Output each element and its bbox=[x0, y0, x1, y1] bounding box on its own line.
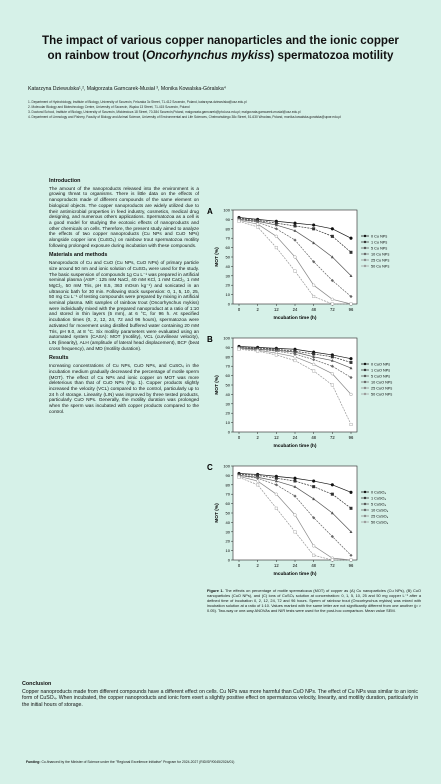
affiliation-item: 4. Department of Limnology and Fishery, Faculty of Biology and Animal Science, University of Environmental and Life Sciences, Chełmońskiego 38c Street, 51-630 Wrocław, Poland, monika.kowalska-goralska@upwr.edu.pl bbox=[28, 115, 341, 119]
x-tick-label: 12 bbox=[273, 563, 279, 568]
y-tick-label: 70 bbox=[225, 235, 230, 241]
data-point bbox=[350, 559, 353, 562]
y-tick-label: 90 bbox=[225, 472, 230, 478]
data-point bbox=[350, 303, 353, 306]
data-point bbox=[294, 359, 297, 362]
funding-text: Co-financed by the Minister of Science under the "Regional Excellence Initiative" Program for 2024-2027 (RID/SP/0045/2024/01) bbox=[40, 760, 235, 764]
x-tick-label: 72 bbox=[329, 563, 335, 568]
data-point bbox=[312, 284, 315, 287]
legend-label: 10 CuO NPs bbox=[371, 380, 393, 385]
legend-label: 50 CuO NPs bbox=[371, 392, 393, 397]
x-tick-label: 2 bbox=[256, 307, 259, 312]
introduction-text: The amount of the nanoproducts released into the environment is a growing threat to organisms. There is little data on the effects of nanoproducts made of different compounds of the same element on biological objects. The copper nanoproducts are widely utilized due to their antimicrobial properties in feed industry, cosmetics, medical drug designing, and numerous others applications. Spermatozoa as a cell is a good model for studying the ecotoxic effects of nanoproducts and other chemicals on cells. Therefore, the present study aimed to analyze the effects of two copper nanoproducts (Cu NPs and CuO NPs) alongside copper ions (CuSO₄) on rainbow trout spermatozoa motility following prolonged exposure during incubation with these compounds. bbox=[49, 185, 199, 248]
figure-area bbox=[207, 176, 421, 646]
data-point bbox=[312, 228, 315, 231]
data-point bbox=[294, 513, 297, 516]
y-axis-label: MOT (%) bbox=[215, 503, 220, 523]
data-point bbox=[238, 220, 241, 223]
data-point bbox=[350, 357, 353, 360]
data-point bbox=[350, 423, 353, 426]
legend-label: 1 Cu NPs bbox=[371, 240, 388, 245]
legend-marker bbox=[364, 247, 366, 249]
legend-marker bbox=[364, 265, 366, 267]
caption-label: Figure 1. bbox=[207, 588, 224, 593]
y-tick-label: 30 bbox=[225, 401, 230, 407]
y-tick-label: 90 bbox=[225, 344, 230, 350]
data-point bbox=[312, 224, 315, 227]
data-point bbox=[331, 493, 334, 496]
x-tick-label: 0 bbox=[237, 563, 241, 568]
chart-b-svg bbox=[207, 332, 421, 462]
data-point bbox=[256, 480, 259, 483]
data-point bbox=[275, 507, 278, 510]
y-tick-label: 40 bbox=[225, 263, 230, 269]
methods-heading: Materials and methods bbox=[49, 252, 108, 259]
legend-label: 0 CuO NPs bbox=[371, 362, 391, 367]
chart-panel-b bbox=[207, 332, 421, 478]
x-tick-label: 48 bbox=[311, 563, 317, 568]
y-tick-label: 30 bbox=[225, 273, 230, 279]
y-tick-label: 40 bbox=[225, 519, 230, 525]
affiliation-list bbox=[28, 100, 420, 120]
x-tick-label: 96 bbox=[348, 563, 354, 568]
x-tick-label: 0 bbox=[237, 307, 241, 312]
data-point bbox=[294, 270, 297, 273]
y-tick-label: 100 bbox=[223, 463, 230, 469]
data-point bbox=[294, 477, 297, 480]
legend-label: 0 CuSO₄ bbox=[371, 490, 387, 495]
data-point bbox=[331, 559, 334, 562]
data-point bbox=[312, 554, 315, 557]
caption-text: The effects on percentage of motile spermatozoa (MOT) of copper as (A) Cu nanoparticles (Cu NPs), (B) CuO nanoparticles (CuO NPs), and (C) ions of CuSO₄ solution at concentration: 0, 1, 5, 10, 25 and 50 mg copper L⁻¹ after a defined time of incubation 0, 2, 12, 24, 72 and 96 hours. Sperm of rainbow trout (Oncorhynchus mykiss) was mixed with incubation solution at a ratio of 1:10. Values marked with the same letter are not significantly different from one another (p > 0.05). Two-way or one-way ANOVAs and NIR tests were used for the post-hoc comparison. Mean value SEM. bbox=[207, 588, 421, 613]
y-tick-label: 20 bbox=[225, 282, 230, 288]
y-tick-label: 100 bbox=[223, 335, 230, 341]
y-tick-label: 50 bbox=[225, 510, 230, 516]
legend-label: 5 CuO NPs bbox=[371, 374, 391, 379]
legend-marker bbox=[364, 515, 366, 517]
y-tick-label: 0 bbox=[227, 429, 230, 435]
y-tick-label: 0 bbox=[227, 301, 230, 307]
chart-a-svg bbox=[207, 204, 421, 334]
x-tick-label: 0 bbox=[237, 435, 241, 440]
data-point bbox=[312, 363, 315, 366]
legend-label: 25 CuO NPs bbox=[371, 386, 393, 391]
y-tick-label: 80 bbox=[225, 354, 230, 360]
left-column bbox=[49, 179, 199, 419]
data-point bbox=[312, 370, 315, 373]
y-tick-label: 70 bbox=[225, 491, 230, 497]
results-text: Increasing concentrations of Cu NPs, CuO NPs, and CuSO₄ in the incubation medium gradually decreased the percentage of motile sperm (MOT). The effect of Cu NPs and ionic copper on MOT was more deleterious than that of CuO NPs (Fig. 1). Copper products slightly increased the velocity (VCL) compared to the control, particularly up to 24 h of storage. Linearity (LIN) was improved by three tested products, particularly CuO NPs. Generally, the motility duration was prolonged when the sperm was incubated with copper products compared to the control. bbox=[49, 363, 199, 414]
chart-panel-a bbox=[207, 204, 421, 350]
x-tick-label: 48 bbox=[311, 435, 317, 440]
y-tick-label: 60 bbox=[225, 373, 230, 379]
y-tick-label: 20 bbox=[225, 410, 230, 416]
x-tick-label: 96 bbox=[348, 435, 354, 440]
data-point bbox=[312, 480, 315, 483]
title-line-2: on rainbow trout (Oncorhynchus mykiss) spermatozoa motility bbox=[47, 49, 394, 62]
panel-label: B bbox=[207, 335, 213, 344]
legend-marker bbox=[364, 253, 366, 255]
x-tick-label: 24 bbox=[292, 563, 298, 568]
data-point bbox=[294, 256, 297, 259]
conclusion-text: Copper nanoproducts made from different compounds have a different effect on cells. Cu NPs was more harmful than CuO NPs. The effect of Cu NPs was similar to an ionic form of CuSO₄. When incubated, the copper nanoproducts and ionic form exert a slightly positive effect on spermatozoa velocity, linearity, and motility duration, particularly in the initial hours of storage. bbox=[22, 688, 419, 708]
data-point bbox=[294, 355, 297, 358]
legend-marker bbox=[364, 259, 366, 261]
data-point bbox=[350, 251, 353, 254]
legend-label: 25 Cu NPs bbox=[371, 258, 390, 263]
introduction-section bbox=[49, 179, 199, 248]
y-tick-label: 50 bbox=[225, 254, 230, 260]
poster-title bbox=[12, 33, 429, 63]
introduction-heading: Introduction bbox=[49, 178, 81, 184]
data-point bbox=[294, 531, 297, 534]
legend-label: 50 CuSO₄ bbox=[371, 520, 389, 525]
affiliation-item: 3. Doctoral School, Institute of Biology, University of Szczecin, Mickiewicza 18 Street, 70-384 Szczecin,Poland, malgorzata.garncarek@phd.usz.edu.pl; malgorzata.garncarek-musial@usz.edu.pl bbox=[28, 110, 301, 114]
y-tick-label: 90 bbox=[225, 216, 230, 222]
y-tick-label: 80 bbox=[225, 226, 230, 232]
legend-label: 50 Cu NPs bbox=[371, 264, 390, 269]
data-point bbox=[331, 298, 334, 301]
y-tick-label: 50 bbox=[225, 382, 230, 388]
legend-label: 10 Cu NPs bbox=[371, 252, 390, 257]
x-tick-label: 24 bbox=[292, 435, 298, 440]
data-point bbox=[331, 356, 334, 359]
methods-section bbox=[49, 253, 199, 351]
data-point bbox=[350, 361, 353, 364]
legend-label: 25 CuSO₄ bbox=[371, 514, 389, 519]
figure-caption bbox=[207, 588, 421, 613]
x-tick-label: 24 bbox=[292, 307, 298, 312]
legend-marker bbox=[364, 375, 366, 377]
legend-marker bbox=[364, 497, 366, 499]
x-tick-label: 96 bbox=[348, 307, 354, 312]
legend-marker bbox=[364, 363, 366, 365]
data-point bbox=[275, 246, 278, 249]
species-name: Oncorhynchus mykiss bbox=[146, 49, 271, 62]
legend-marker bbox=[364, 509, 366, 511]
y-tick-label: 70 bbox=[225, 363, 230, 369]
x-axis-label: Incubation time (h) bbox=[273, 572, 317, 577]
legend-label: 10 CuSO₄ bbox=[371, 508, 389, 513]
x-tick-label: 12 bbox=[273, 307, 279, 312]
y-tick-label: 20 bbox=[225, 538, 230, 544]
y-tick-label: 10 bbox=[225, 420, 230, 426]
y-tick-label: 40 bbox=[225, 391, 230, 397]
legend-marker bbox=[364, 369, 366, 371]
data-point bbox=[331, 227, 334, 230]
y-axis-label: MOT (%) bbox=[215, 247, 220, 267]
results-heading: Results bbox=[49, 355, 69, 362]
author-list: Katarzyna Dziewulska¹,², Małgorzata Garncarek-Musiał ³, Monika Kowalska-Góralska⁴ bbox=[28, 86, 226, 92]
x-axis-label: Incubation time (h) bbox=[273, 444, 317, 449]
y-tick-label: 0 bbox=[227, 557, 230, 563]
data-point bbox=[312, 485, 315, 488]
legend-marker bbox=[364, 521, 366, 523]
legend-marker bbox=[364, 381, 366, 383]
x-tick-label: 72 bbox=[329, 435, 335, 440]
data-point bbox=[238, 348, 241, 351]
data-point bbox=[331, 384, 334, 387]
legend-marker bbox=[364, 241, 366, 243]
legend-marker bbox=[364, 393, 366, 395]
data-point bbox=[331, 235, 334, 238]
conclusion-heading: Conclusion bbox=[22, 681, 52, 687]
data-point bbox=[331, 303, 334, 306]
affiliation-item: 2. Molecular Biology and Biotechnology Centre, University of Szczecin, Wąska 13 Street, 71-415 Szczecin, Poland bbox=[28, 105, 190, 109]
panel-label: C bbox=[207, 463, 213, 472]
data-point bbox=[331, 372, 334, 375]
legend-marker bbox=[364, 491, 366, 493]
data-point bbox=[350, 393, 353, 396]
data-point bbox=[294, 225, 297, 228]
data-point bbox=[350, 237, 353, 240]
data-point bbox=[294, 222, 297, 225]
y-tick-label: 10 bbox=[225, 292, 230, 298]
data-point bbox=[256, 350, 259, 353]
legend-label: 5 Cu NPs bbox=[371, 246, 388, 251]
methods-text: Nanoproducts of Cu and CuO (Cu NPs, CuO NPs) of primary particle size around 50 nm and ionic solution of CuSO₄ were used for the study. The basic suspension of compounds 1g Cu L⁻¹ was prepared in artificial seminal plasma (ASP : 125 mM NaCl, 40 mM KCl, 1 mM CaCl₂, 1 mM MgCl₂, 50 mM Tris, pH 8.5, 363 mOsm kg⁻¹) and sonicated in an ultrasonic bath for 30 min. Following stock suspension: 0, 1, 5, 10, 25, 50 mg Cu L⁻¹ of testing compounds were prepared by mixing in artificial seminal plasma. Milt samples of rainbow trout (Oncorhynchus mykiss) were individually mixed with the prepared nanoproduct at a ratio of 1:10 and stored in thin layers (5 mm), at 6 °C, for 96 h. At specified incubation times (0, 2, 12, 24, 72 and 96 hours), spermatozoa were activated for movement using distilled buffered water containing 20 mM Tris, pH 9.0, at 8 °C. Six motility parameters were evaluated using an automated system (CASA): MOT (motility), VCL (curvilinear velocity), LIN (linearity), ALH (amplitude of lateral head displacement), BCF (beat cross frequency), and MD (motility duration). bbox=[49, 260, 199, 351]
y-tick-label: 100 bbox=[223, 207, 230, 213]
x-tick-label: 2 bbox=[256, 563, 259, 568]
y-tick-label: 60 bbox=[225, 501, 230, 507]
chart-panel-c bbox=[207, 460, 421, 606]
data-point bbox=[256, 223, 259, 226]
y-tick-label: 80 bbox=[225, 482, 230, 488]
results-section bbox=[49, 356, 199, 414]
x-tick-label: 72 bbox=[329, 307, 335, 312]
data-point bbox=[275, 493, 278, 496]
y-tick-label: 60 bbox=[225, 245, 230, 251]
data-point bbox=[256, 484, 259, 487]
x-tick-label: 12 bbox=[273, 435, 279, 440]
legend-marker bbox=[364, 235, 366, 237]
data-point bbox=[350, 507, 353, 510]
data-point bbox=[312, 295, 315, 298]
legend-marker bbox=[364, 387, 366, 389]
affiliation-item: 1. Department of Hydrobiology, Institute of Biology, University of Szczecin, Felczaka 3c Street, 71-412 Szczecin, Poland, katarzyna.dziewulska@usz.edu.pl bbox=[28, 100, 247, 104]
funding-label: Funding: bbox=[26, 760, 41, 764]
legend-label: 1 CuSO₄ bbox=[371, 496, 387, 501]
data-point bbox=[275, 235, 278, 238]
title-line-1: The impact of various copper nanoparticles and the ionic copper bbox=[42, 34, 399, 47]
data-point bbox=[275, 477, 278, 480]
data-point bbox=[312, 353, 315, 356]
legend-marker bbox=[364, 503, 366, 505]
conclusion-section bbox=[22, 681, 420, 708]
legend-label: 0 Cu NPs bbox=[371, 234, 388, 239]
funding-note bbox=[26, 760, 421, 764]
y-tick-label: 10 bbox=[225, 548, 230, 554]
data-point bbox=[294, 480, 297, 483]
data-point bbox=[238, 476, 241, 479]
chart-c-svg bbox=[207, 460, 421, 590]
data-point bbox=[331, 483, 334, 486]
data-point bbox=[350, 491, 353, 494]
y-axis-label: MOT (%) bbox=[215, 375, 220, 395]
data-point bbox=[275, 354, 278, 357]
x-tick-label: 2 bbox=[256, 435, 259, 440]
x-tick-label: 48 bbox=[311, 307, 317, 312]
legend-label: 5 CuSO₄ bbox=[371, 502, 387, 507]
legend-label: 1 CuO NPs bbox=[371, 368, 391, 373]
panel-label: A bbox=[207, 207, 213, 216]
data-point bbox=[256, 226, 259, 229]
data-point bbox=[312, 545, 315, 548]
x-axis-label: Incubation time (h) bbox=[273, 316, 317, 321]
y-tick-label: 30 bbox=[225, 529, 230, 535]
